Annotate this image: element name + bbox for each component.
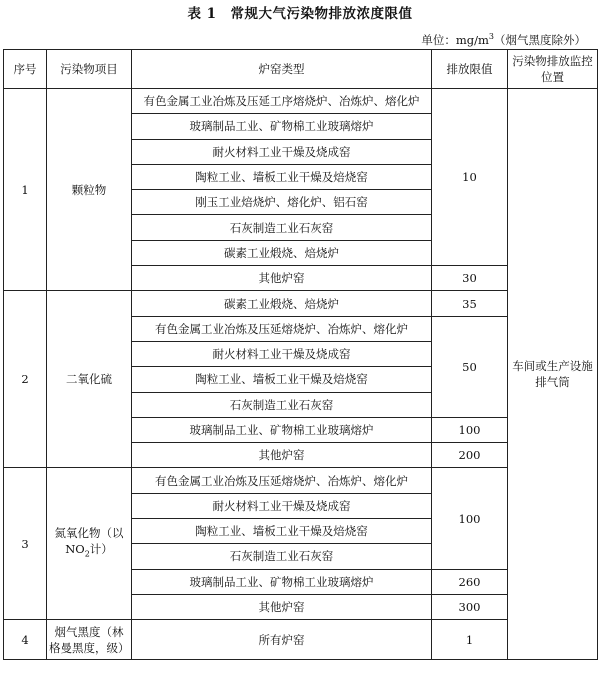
header-monitor-position: 污染物排放监控位置 — [508, 50, 598, 89]
limit-cell: 100 — [432, 417, 508, 442]
furnace-type-cell: 玻璃制品工业、矿物棉工业玻璃熔炉 — [132, 417, 432, 442]
limit-cell: 35 — [432, 291, 508, 316]
group-index: 1 — [4, 89, 47, 291]
furnace-type-cell: 碳素工业煅烧、焙烧炉 — [132, 240, 432, 265]
furnace-type-cell: 刚玉工业焙烧炉、熔化炉、铝石窑 — [132, 190, 432, 215]
pollutant-formula-prefix: NO — [65, 542, 85, 557]
table-header-row — [4, 50, 598, 89]
table-number: 表 1 — [187, 6, 217, 22]
monitor-position-cell: 车间或生产设施排气筒 — [508, 89, 598, 660]
pollutant-name-main: 氮氧化物（以 — [54, 526, 124, 541]
pollutant-name: 烟气黑度（林格曼黑度，级） — [47, 620, 132, 660]
unit-note — [421, 32, 586, 48]
furnace-type-cell: 玻璃制品工业、矿物棉工业玻璃熔炉 — [132, 569, 432, 594]
limit-cell: 300 — [432, 594, 508, 619]
furnace-type-cell: 其他炉窑 — [132, 594, 432, 619]
header-furnace-type: 炉窑类型 — [132, 50, 432, 89]
pollutant-name: 颗粒物 — [47, 89, 132, 291]
limit-cell: 200 — [432, 443, 508, 468]
table-title-text: 常规大气污染物排放浓度限值 — [230, 6, 413, 22]
furnace-type-cell: 石灰制造工业石灰窑 — [132, 544, 432, 569]
limit-cell: 50 — [432, 316, 508, 417]
furnace-type-cell: 有色金属工业冶炼及压延工序熔烧炉、冶炼炉、熔化炉 — [132, 89, 432, 114]
furnace-type-cell: 其他炉窑 — [132, 266, 432, 291]
limit-cell: 260 — [432, 569, 508, 594]
furnace-type-cell: 所有炉窑 — [132, 620, 432, 660]
limit-cell: 100 — [432, 468, 508, 569]
limit-cell: 10 — [432, 89, 508, 266]
furnace-type-cell: 陶粒工业、墙板工业干燥及焙烧窑 — [132, 367, 432, 392]
header-index: 序号 — [4, 50, 47, 89]
furnace-type-cell: 玻璃制品工业、矿物棉工业玻璃熔炉 — [132, 114, 432, 139]
group-index: 2 — [4, 291, 47, 468]
unit-prefix: 单位：mg/m — [421, 33, 489, 47]
pollutant-formula-suffix: 计） — [89, 542, 113, 557]
furnace-type-cell: 石灰制造工业石灰窑 — [132, 215, 432, 240]
furnace-type-cell: 耐火材料工业干燥及烧成窑 — [132, 139, 432, 164]
group-index: 4 — [4, 620, 47, 660]
limit-cell: 30 — [432, 266, 508, 291]
furnace-type-cell: 陶粒工业、墙板工业干燥及焙烧窑 — [132, 164, 432, 189]
unit-sup: 3 — [488, 32, 494, 42]
pollutant-name — [47, 468, 132, 620]
furnace-type-cell: 有色金属工业冶炼及压延熔烧炉、冶炼炉、熔化炉 — [132, 316, 432, 341]
pollutant-formula-sub: 2 — [84, 549, 90, 559]
furnace-type-cell: 耐火材料工业干燥及烧成窑 — [132, 341, 432, 366]
header-limit: 排放限值 — [432, 50, 508, 89]
table-title — [0, 2, 600, 22]
unit-suffix: （烟气黑度除外） — [494, 33, 586, 47]
header-pollutant: 污染物项目 — [47, 50, 132, 89]
furnace-type-cell: 其他炉窑 — [132, 443, 432, 468]
pollutant-name: 二氧化硫 — [47, 291, 132, 468]
table-row — [4, 89, 598, 114]
emission-limits-table — [3, 49, 598, 660]
furnace-type-cell: 石灰制造工业石灰窑 — [132, 392, 432, 417]
group-index: 3 — [4, 468, 47, 620]
furnace-type-cell: 陶粒工业、墙板工业干燥及焙烧窑 — [132, 519, 432, 544]
limit-cell: 1 — [432, 620, 508, 660]
furnace-type-cell: 碳素工业煅烧、焙烧炉 — [132, 291, 432, 316]
furnace-type-cell: 耐火材料工业干燥及烧成窑 — [132, 493, 432, 518]
furnace-type-cell: 有色金属工业冶炼及压延熔烧炉、冶炼炉、熔化炉 — [132, 468, 432, 493]
